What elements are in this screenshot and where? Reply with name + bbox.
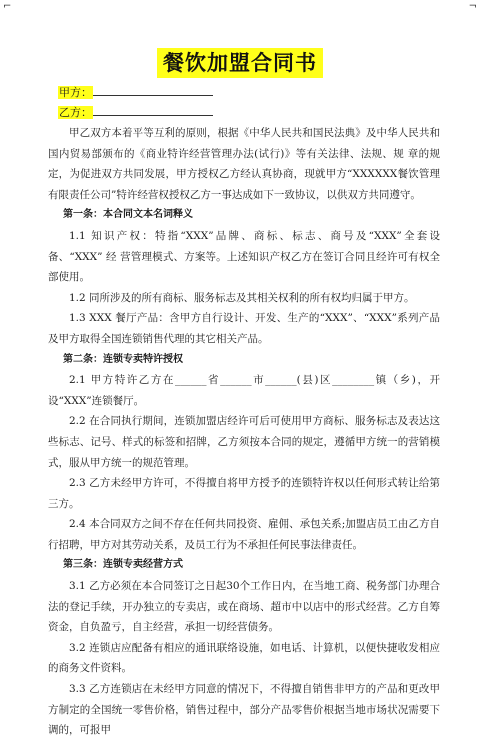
clause-paragraph: 1.3 XXX 餐厅产品：含甲方自行设计、开发、生产的“XXX”、“XXX”系列产品及甲方取得全国连锁销售代理的其它相关产品。 <box>48 312 440 345</box>
clause-paragraph: 2.2 在合同执行期间，连锁加盟店经许可后可使用甲方商标、服务标志及表达这些标志、记号、样式的标签和招牌，乙方须按本合同的规定，遵循甲方统一的营销模式，服从甲方统一的规范管理。 <box>48 415 440 469</box>
clause-paragraph: 3.3 乙方连锁店在未经甲方同意的情况下，不得擅自销售非甲方的产品和更改甲方制定的全国统一零售价格，销售过程中，部分产品零售价根据当地市场状况需要下调的，可报甲 <box>48 683 440 737</box>
crop-mark-right: ¬ <box>468 1 477 12</box>
clause-paragraph: 2.1 甲方特许乙方在______省______市______(县)区________镇（乡)，开设“XXX”连锁餐厅。 <box>48 374 440 407</box>
party-b-label: 乙方： <box>59 106 92 119</box>
section-heading: 第一条：本合同文本名词释义 <box>63 209 193 221</box>
party-a-label: 甲方： <box>59 86 92 99</box>
party-a-blank <box>93 84 213 96</box>
section-heading: 第三条：连锁专卖经营方式 <box>63 559 183 571</box>
clause-paragraph: 1.2 同所涉及的所有商标、服务标志及其相关权利的所有权均归属于甲方。 <box>69 291 415 304</box>
party-b-line <box>58 104 213 121</box>
document-title: 餐饮加盟合同书 <box>157 48 323 78</box>
section-heading: 第二条：连锁专卖特许授权 <box>63 353 183 365</box>
party-b-blank <box>93 104 213 116</box>
clause-paragraph: 2.4 本合同双方之间不存在任何共同投资、雇佣、承包关系;加盟店员工由乙方自行招聘，甲方对其劳动关系，及员工行为不承担任何民事法律责任。 <box>48 518 440 551</box>
contract-body <box>48 123 440 741</box>
crop-mark-left: ⌐ <box>3 1 12 12</box>
party-a-line <box>58 84 213 101</box>
clause-paragraph: 1.1 知识产权：特指“XXX”品牌、商标、标志、商号及“XXX”全套设备、“XXX” 经 营管理模式、方案等。上述知识产权乙方在签订合同且经许可有权全部使用。 <box>48 229 440 284</box>
clause-paragraph: 2.3 乙方未经甲方许可，不得擅自将甲方授予的连锁特许权以任何形式转让给第三方。 <box>48 477 440 510</box>
clause-paragraph: 甲乙双方本着平等互利的原则，根据《中华人民共和国民法典》及中华人民共和国内贸易部颁布的《商业特许经营管理办法(试行)》等有关法律、法规、规 章的规定，为促进双方共同发展，甲方授权乙方经认真协商，现就甲方“XXXXXX餐饮管理有限责任公司”特许经营权授权乙方一事达成如下一致协议，以供双方共同遵守。 <box>48 127 440 201</box>
clause-paragraph: 3.1 乙方必须在本合同签订之日起30个工作日内，在当地工商、税务部门办理合法的登记手续，开办独立的专卖店，或在商场、超市中以店中的形式经营。乙方自筹资金，自负盈亏，自主经营，承担一切经营债务。 <box>48 580 440 634</box>
clause-paragraph: 3.2 连锁店应配备有相应的通讯联络设施，如电话、计算机，以便快捷收发相应的商务文件资料。 <box>48 641 440 675</box>
